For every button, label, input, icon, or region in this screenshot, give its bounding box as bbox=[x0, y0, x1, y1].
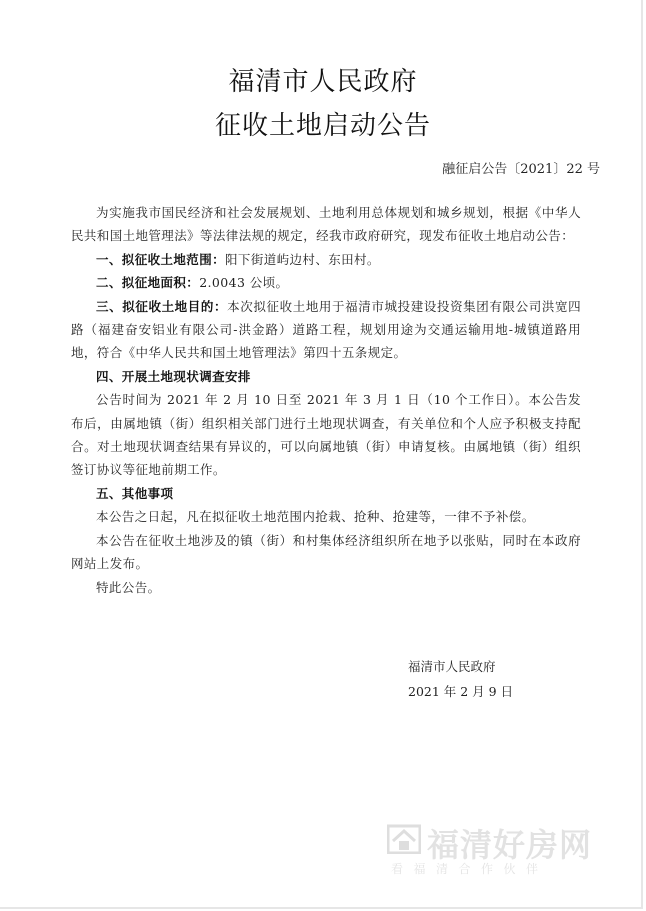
section-5-heading-line bbox=[71, 482, 581, 505]
section-5-heading: 五、其他事项 bbox=[96, 485, 174, 501]
signature-org: 福清市人民政府 bbox=[408, 659, 496, 674]
section-3 bbox=[71, 295, 581, 365]
section-2-text: 2.0043 公顷。 bbox=[199, 275, 289, 291]
house-logo-icon bbox=[387, 824, 421, 854]
section-2 bbox=[71, 271, 581, 294]
section-5-text-2: 本公告在征收土地涉及的镇（街）和村集体经济组织所在地予以张贴，同时在本政府网站上发布。 bbox=[71, 532, 581, 572]
notice-body bbox=[71, 201, 581, 599]
section-1-heading: 一、拟征收土地范围： bbox=[96, 251, 226, 267]
signature-date: 2021 年 2 月 9 日 bbox=[408, 684, 514, 699]
watermark-brand: 福清好房网 bbox=[427, 826, 593, 864]
page-subtitle: 征收土地启动公告 bbox=[214, 111, 431, 141]
document-number: 融征启公告〔2021〕22 号 bbox=[442, 162, 600, 177]
section-3-text: 本次拟征收土地用于福清市城投建设投资集团有限公司洪宽四路（福建奋安铝业有限公司-洪金路）道路工程，规划用途为交通运输用地-城镇道路用地，符合《中华人民共和国土地管理法》第四十五条规定。 bbox=[71, 298, 581, 361]
page-title: 福清市人民政府 bbox=[228, 67, 418, 97]
closing-line: 特此公告。 bbox=[96, 579, 161, 595]
section-4-heading-line bbox=[71, 365, 581, 388]
section-4-heading: 四、开展土地现状调查安排 bbox=[96, 368, 251, 384]
intro-paragraph: 为实施我市国民经济和社会发展规划、土地利用总体规划和城乡规划，根据《中华人民共和国土地管理法》等法律法规的规定，经我市政府研究，现发布征收土地启动公告： bbox=[71, 205, 581, 244]
section-1 bbox=[71, 248, 581, 271]
section-4-text: 公告时间为 2021 年 2 月 10 日至 2021 年 3 月 1 日（10 个工作日）。本公告发布后，由属地镇（街）组织相关部门进行土地现状调查，有关单位和个人应予积极支持配合。对土地现状调查结果有异议的，可以向属地镇（街）申请复核。由属地镇（街）组织签订协议等征地前期工作。 bbox=[71, 392, 581, 478]
watermark bbox=[387, 822, 607, 882]
section-3-heading: 三、拟征收土地目的： bbox=[96, 298, 228, 314]
section-2-heading: 二、拟征地面积： bbox=[96, 275, 200, 291]
section-5-text-1: 本公告之日起，凡在拟征收土地范围内抢栽、抢种、抢建等，一律不予补偿。 bbox=[96, 509, 535, 525]
section-1-text: 阳下街道屿边村、东田村。 bbox=[225, 251, 380, 267]
watermark-tagline: 看福清合作伙伴 bbox=[391, 862, 549, 876]
